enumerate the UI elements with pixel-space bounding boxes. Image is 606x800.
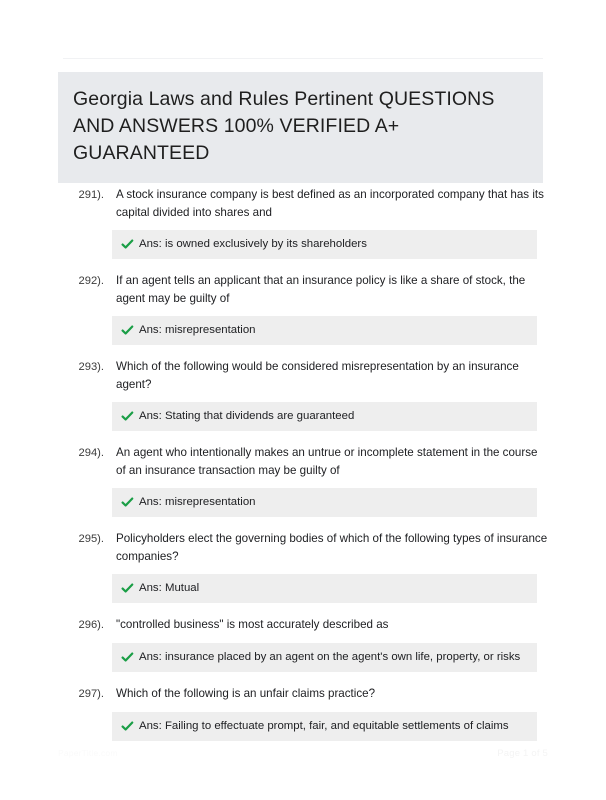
header-divider — [63, 58, 543, 59]
question-row — [0, 444, 606, 479]
answer-bar — [112, 488, 537, 517]
question-number: 291). — [78, 189, 104, 201]
green-check-icon — [121, 238, 134, 251]
question-text: Which of the following would be considered misrepresentation by an insurance agent? — [116, 360, 519, 391]
question-number: 292). — [78, 275, 104, 287]
document-title-band — [58, 72, 543, 183]
question-item — [0, 358, 606, 431]
answer-bar — [112, 643, 537, 672]
answer-bar — [112, 402, 537, 431]
green-check-icon — [121, 720, 134, 733]
question-list — [0, 186, 606, 754]
answer-text: Ans: Failing to effectuate prompt, fair, and equitable settlements of claims — [139, 720, 509, 732]
answer-bar — [112, 712, 537, 741]
question-text: If an agent tells an applicant that an insurance policy is like a share of stock, the agent may be guilty of — [116, 274, 526, 305]
green-check-icon — [121, 324, 134, 337]
answer-text: Ans: misrepresentation — [139, 496, 256, 508]
question-row — [0, 186, 606, 221]
question-item — [0, 530, 606, 603]
question-item — [0, 444, 606, 517]
question-item — [0, 272, 606, 345]
green-check-icon — [121, 582, 134, 595]
question-number: 296). — [78, 619, 104, 631]
answer-text: Ans: Mutual — [139, 582, 200, 594]
green-check-icon — [121, 651, 134, 664]
footer-watermark: PaperTitle.com — [58, 748, 118, 758]
question-row — [0, 272, 606, 307]
answer-text: Ans: insurance placed by an agent on the agent's own life, property, or risks — [139, 651, 521, 663]
footer-page-number: Page 1 of 5 — [497, 748, 548, 759]
answer-text: Ans: Stating that dividends are guaranteed — [139, 410, 355, 422]
question-number: 294). — [78, 447, 104, 459]
answer-bar — [112, 316, 537, 345]
answer-bar — [112, 230, 537, 259]
green-check-icon — [121, 410, 134, 423]
question-row — [0, 685, 606, 703]
question-text: A stock insurance company is best defined as an incorporated company that has its capital divided into shares and — [116, 188, 544, 219]
question-number: 297). — [78, 688, 104, 700]
question-text: An agent who intentionally makes an untrue or incomplete statement in the course of an insurance transaction may be guilty of — [116, 446, 538, 477]
question-text: Which of the following is an unfair claims practice? — [116, 687, 376, 700]
green-check-icon — [121, 496, 134, 509]
question-item — [0, 616, 606, 672]
question-number: 295). — [78, 533, 104, 545]
question-text: "controlled business" is most accurately described as — [116, 618, 389, 631]
question-row — [0, 616, 606, 634]
question-text: Policyholders elect the governing bodies of which of the following types of insurance companies? — [116, 532, 548, 563]
question-number: 293). — [78, 361, 104, 373]
page-title: Georgia Laws and Rules Pertinent QUESTIONS AND ANSWERS 100% VERIFIED A+ GUARANTEED — [73, 88, 495, 164]
answer-text: Ans: is owned exclusively by its shareholders — [139, 238, 367, 250]
question-row — [0, 530, 606, 565]
question-item — [0, 685, 606, 741]
answer-text: Ans: misrepresentation — [139, 324, 256, 336]
question-item — [0, 186, 606, 259]
question-row — [0, 358, 606, 393]
page-footer — [0, 740, 606, 800]
answer-bar — [112, 574, 537, 603]
